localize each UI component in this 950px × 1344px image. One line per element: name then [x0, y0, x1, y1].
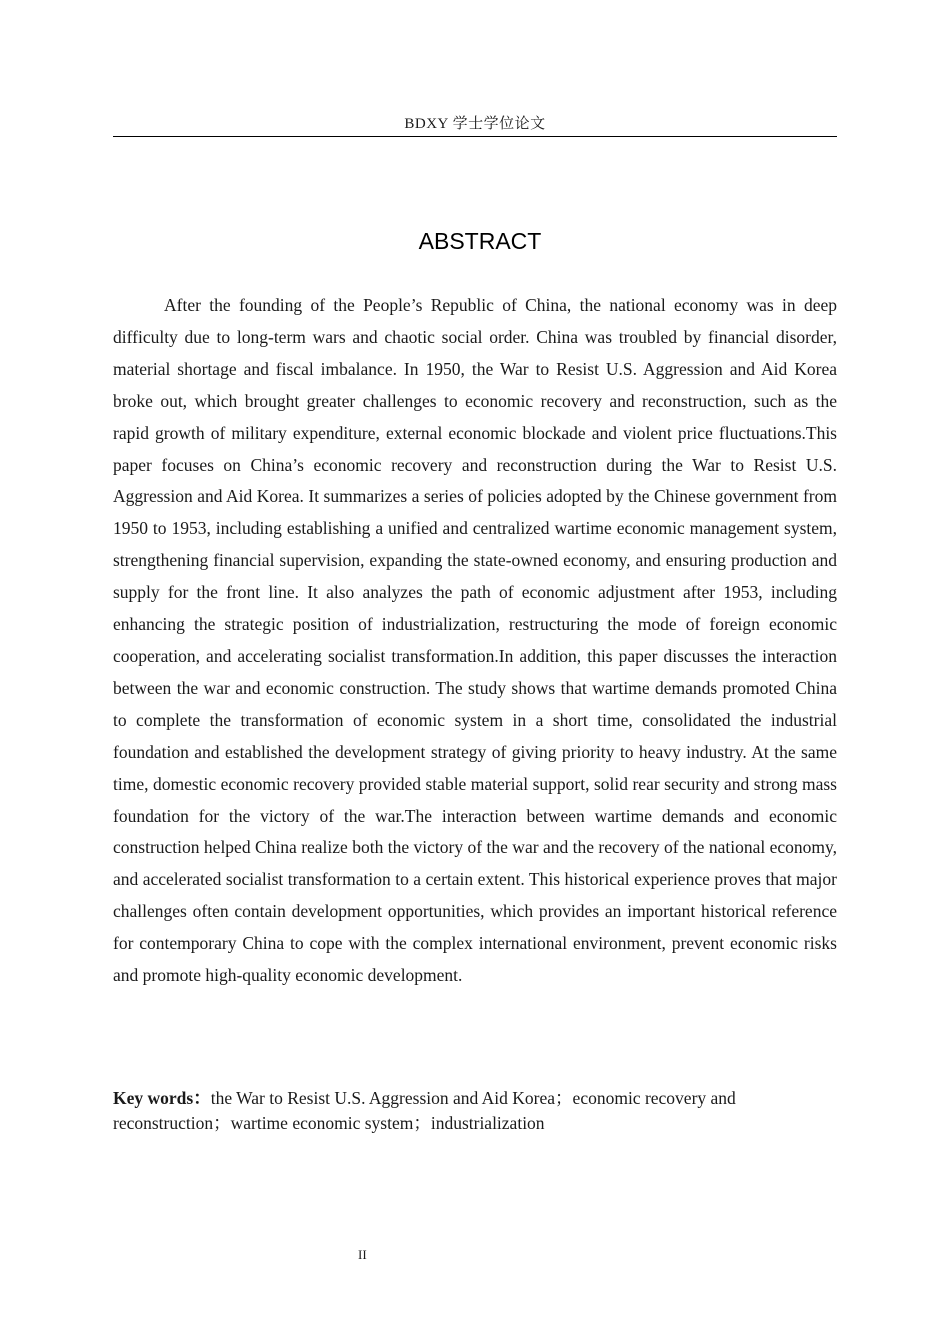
- keywords-text: the War to Resist U.S. Aggression and Aid Korea；economic recovery and reconstruction；wartime economic system；industrialization: [113, 1088, 736, 1133]
- page-header: [113, 114, 837, 137]
- abstract-body: After the founding of the People’s Republic of China, the national economy was in deep difficulty due to long-term wars and chaotic social order. China was troubled by financial disorder, material shortage and fiscal imbalance. In 1950, the War to Resist U.S. Aggression and Aid Korea broke out, which brought greater challenges to economic recovery and reconstruction, such as the rapid growth of military expenditure, external economic blockade and violent price fluctuations.This paper focuses on China’s economic recovery and reconstruction during the War to Resist U.S. Aggression and Aid Korea. It summarizes a series of policies adopted by the Chinese government from 1950 to 1953, including establishing a unified and centralized wartime economic management system, strengthening financial supervision, expanding the state-owned economy, and ensuring production and supply for the front line. It also analyzes the path of economic adjustment after 1953, including enhancing the strategic position of industrialization, restructuring the mode of foreign economic cooperation, and accelerating socialist transformation.In addition, this paper discusses the interaction between the war and economic construction. The study shows that wartime demands promoted China to complete the transformation of economic system in a short time, consolidated the industrial foundation and established the development strategy of giving priority to heavy industry. At the same time, domestic economic recovery provided stable material support, solid rear security and strong mass foundation for the victory of the war.The interaction between wartime demands and economic construction helped China realize both the victory of the war and the recovery of the national economy, and accelerated socialist transformation to a certain extent. This historical experience proves that major challenges often contain development opportunities, which provides an important historical reference for contemporary China to cope with the complex international environment, prevent economic risks and promote high-quality economic development.: [113, 295, 837, 986]
- keywords-paragraph: [113, 1086, 837, 1136]
- abstract-title: ABSTRACT: [418, 228, 542, 254]
- page-number: II: [358, 1247, 367, 1262]
- header-title: BDXY 学士学位论文: [404, 116, 546, 132]
- keywords-label: Key words：: [113, 1088, 211, 1108]
